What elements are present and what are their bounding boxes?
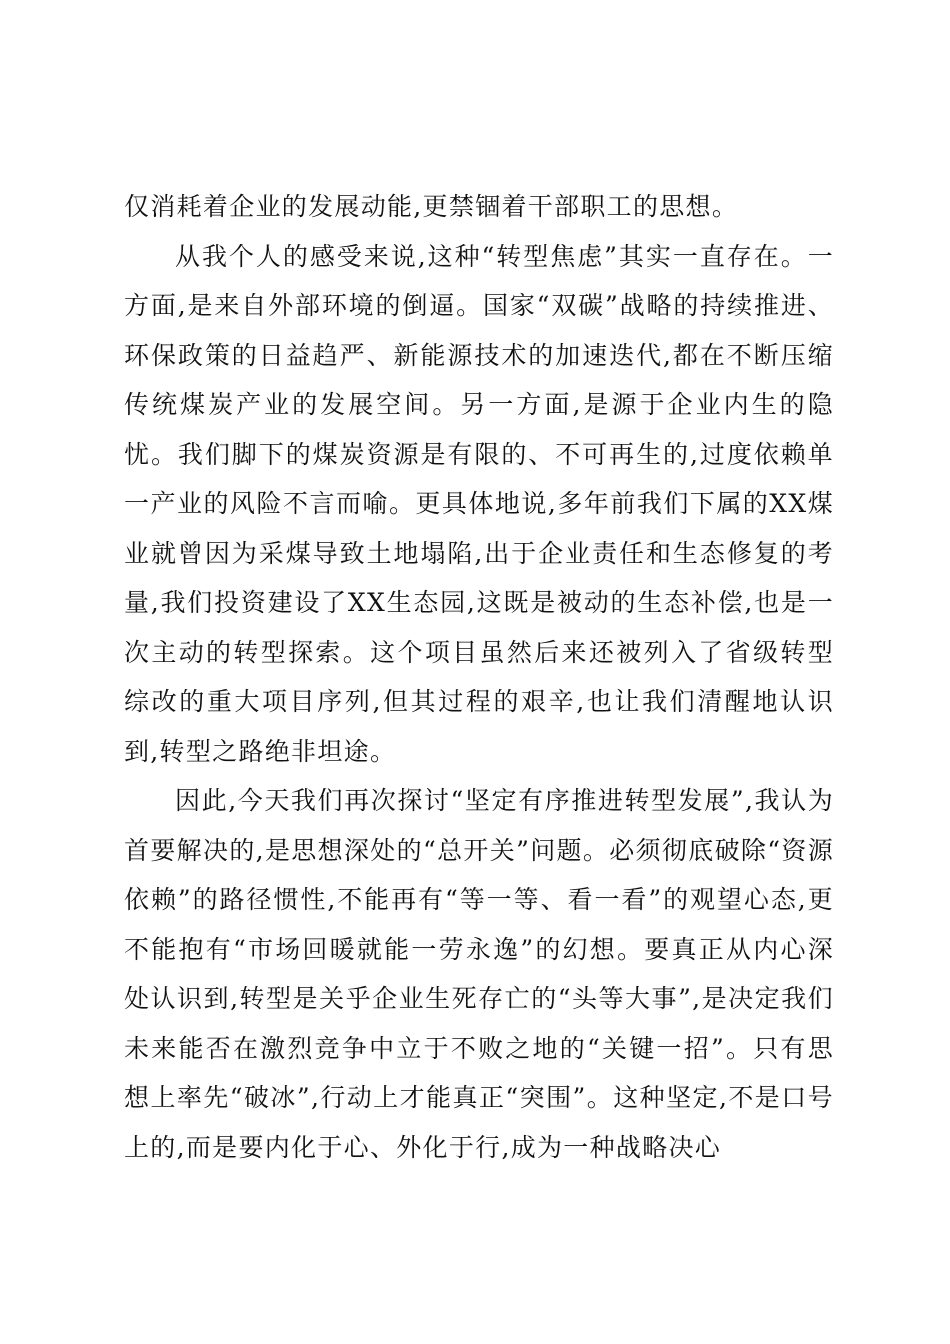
- paragraph-mindset-switch: 因此,今天我们再次探讨“坚定有序推进转型发展”,我认为首要解决的,是思想深处的“总开关”问题。必须彻底破除“资源依赖”的路径惯性,不能再有“等一等、看一看”的观望心态,更不能抱有“市场回暖就能一劳永逸”的幻想。要真正从内心深处认识到,转型是关乎企业生死存亡的“头等大事”,是决定我们未来能否在激烈竞争中立于不败之地的“关键一招”。只有思想上率先“破冰”,行动上才能真正“突围”。这种坚定,不是口号上的,而是要内化于心、外化于行,成为一种战略决心: [124, 786, 834, 1162]
- paragraph-transformation-anxiety: 从我个人的感受来说,这种“转型焦虑”其实一直存在。一方面,是来自外部环境的倒逼。国家“双碳”战略的持续推进、环保政策的日益趋严、新能源技术的加速迭代,都在不断压缩传统煤炭产业的发展空间。另一方面,是源于企业内生的隐忧。我们脚下的煤炭资源是有限的、不可再生的,过度依赖单一产业的风险不言而喻。更具体地说,多年前我们下属的XX煤业就曾因为采煤导致土地塌陷,出于企业责任和生态修复的考量,我们投资建设了XX生态园,这既是被动的生态补偿,也是一次主动的转型探索。这个项目虽然后来还被列入了省级转型综改的重大项目序列,但其过程的艰辛,也让我们清醒地认识到,转型之路绝非坦途。: [124, 241, 834, 766]
- paragraph-continuation: 仅消耗着企业的发展动能,更禁锢着干部职工的思想。: [124, 192, 739, 221]
- document-body: [124, 182, 834, 1172]
